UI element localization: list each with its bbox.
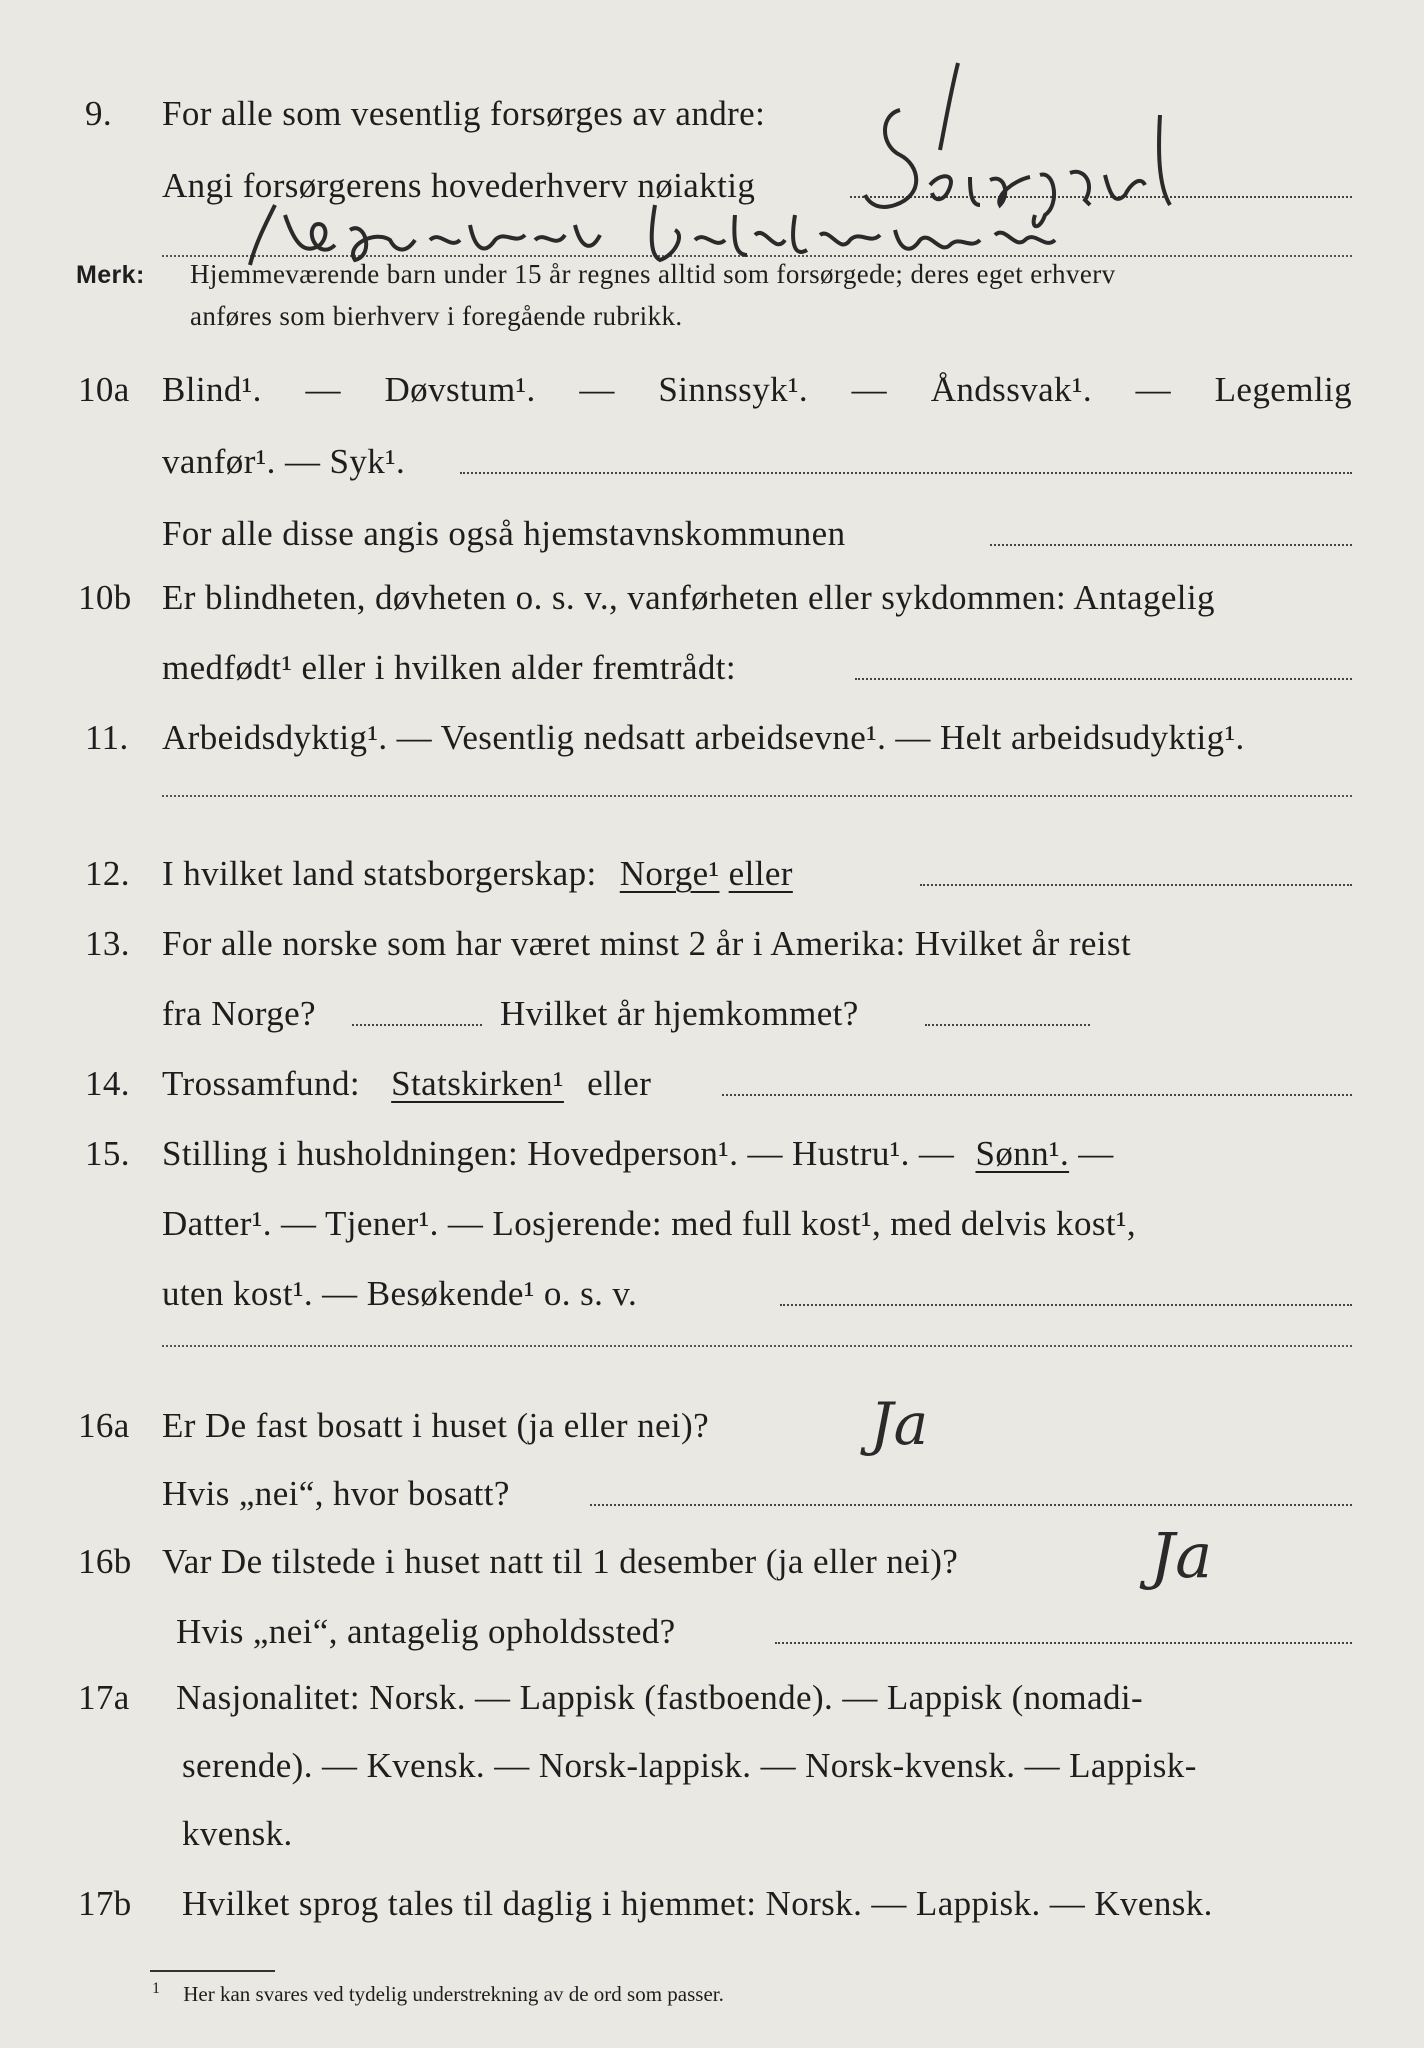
q10a-line1	[0, 352, 1424, 416]
q10a-dash-2: —	[579, 370, 615, 409]
q17a-number: 17a	[78, 1678, 130, 1717]
q10a-text-2: vanfør¹. — Syk¹.	[162, 442, 406, 481]
merk-text-2: anføres som bierhverv i foregående rubrikk.	[190, 301, 683, 331]
q10a-hjemstavn-line	[990, 544, 1352, 546]
q12-prefix: I hvilket land statsborgerskap:	[162, 854, 597, 893]
q15-line1	[0, 1116, 1424, 1180]
q17a-line2	[0, 1728, 1424, 1792]
q17b-number: 17b	[78, 1884, 132, 1923]
q12-suffix: eller	[728, 854, 793, 893]
q16a-line1	[0, 1388, 1424, 1458]
q11-text-1: Arbeidsdyktig¹. — Vesentlig nedsatt arbeidsevne¹. — Helt arbeidsudyktig¹.	[162, 718, 1245, 757]
q17a-text-2: serende). — Kvensk. — Norsk-lappisk. — Norsk-kvensk. — Lappisk-	[182, 1746, 1197, 1785]
q12-line	[0, 836, 1424, 900]
q9-line1	[0, 76, 1424, 140]
q10b-line2	[0, 630, 1424, 694]
q15-line2	[0, 1186, 1424, 1250]
q16b-text-2: Hvis „nei“, antagelig opholdssted?	[176, 1612, 676, 1651]
merk-label: Merk:	[76, 261, 145, 289]
q14-answer-line	[722, 1094, 1352, 1096]
merk-text-1: Hjemmeværende barn under 15 år regnes alltid som forsørgede; deres eget erhverv	[190, 259, 1116, 289]
q16b-number: 16b	[78, 1542, 132, 1581]
q16a-number: 16a	[78, 1406, 130, 1445]
q15-line3	[0, 1256, 1424, 1320]
q16a-line2	[0, 1456, 1424, 1520]
q10a-text-1	[162, 370, 1352, 410]
q17a-text-1: Nasjonalitet: Norsk. — Lappisk (fastboende). — Lappisk (nomadi-	[176, 1678, 1144, 1717]
q10a-line2	[0, 424, 1424, 488]
q10a-answer-line	[460, 472, 1352, 474]
q10a-dash-4: —	[1135, 370, 1172, 409]
q10a-option-legemlig: Legemlig	[1214, 370, 1352, 409]
q13-line2	[0, 976, 1424, 1040]
q15-number: 15.	[85, 1134, 130, 1173]
q13-reist-line	[352, 1024, 482, 1026]
q16a-answer-line	[590, 1504, 1352, 1506]
q10a-line3	[0, 496, 1424, 560]
q10a-dash-3: —	[851, 370, 888, 409]
q9-line2	[0, 148, 1424, 212]
q17a-line3	[0, 1796, 1424, 1860]
q10b-answer-line	[855, 678, 1352, 680]
q10b-line1	[0, 560, 1424, 624]
q10a-number: 10a	[78, 370, 130, 409]
q15-text-1a: Stilling i husholdningen: Hovedperson¹. — Hustru¹. —	[162, 1134, 955, 1173]
q16b-handwritten-answer: Ja	[1150, 1519, 1213, 1592]
q10a-option-andssvak: Åndssvak¹.	[930, 370, 1092, 409]
q13-text-1: For alle norske som har været minst 2 år i Amerika: Hvilket år reist	[162, 924, 1132, 963]
footnote	[152, 1980, 724, 2007]
q16a-text-1: Er De fast bosatt i huset (ja eller nei)?	[162, 1406, 710, 1445]
q13-number: 13.	[85, 924, 130, 963]
q17a-line1	[0, 1660, 1424, 1724]
q12-number: 12.	[85, 854, 130, 893]
q12-answer-line	[920, 884, 1352, 886]
footnote-rule	[150, 1970, 275, 1972]
q11-line1	[0, 700, 1424, 764]
q10a-dash-1: —	[305, 370, 341, 409]
q15-text-2: Datter¹. — Tjener¹. — Losjerende: med full kost¹, med delvis kost¹,	[162, 1204, 1137, 1243]
q16a-text-2: Hvis „nei“, hvor bosatt?	[162, 1474, 510, 1513]
q11-number: 11.	[85, 718, 129, 757]
q15-answer-line-2	[162, 1345, 1352, 1347]
q10b-number: 10b	[78, 578, 132, 617]
q9-text-2: Angi forsørgerens hovederhverv nøiaktig	[162, 166, 756, 205]
q10a-option-blind: Blind¹.	[162, 370, 262, 409]
q17b-text-1: Hvilket sprog tales til daglig i hjemmet: Norsk. — Lappisk. — Kvensk.	[182, 1884, 1213, 1923]
q10a-text-3: For alle disse angis også hjemstavnskommunen	[162, 514, 846, 553]
q10a-option-dovstum: Døvstum¹.	[384, 370, 536, 409]
q15-sonn: Sønn¹.	[975, 1134, 1070, 1173]
q10b-text-2: medfødt¹ eller i hvilken alder fremtrådt:	[162, 648, 737, 687]
merk-line1	[0, 252, 1424, 298]
q14-prefix: Trossamfund:	[162, 1064, 360, 1103]
q15-dash: —	[1078, 1134, 1114, 1173]
q16b-answer-line	[775, 1642, 1352, 1644]
q17b-line1	[0, 1866, 1424, 1930]
q14-suffix: eller	[587, 1064, 652, 1103]
q17a-text-3: kvensk.	[182, 1814, 293, 1853]
q16a-handwritten-answer: Ja	[870, 1390, 929, 1458]
q13-line1	[0, 906, 1424, 970]
q10b-text-1: Er blindheten, døvheten o. s. v., vanførheten eller sykdommen: Antagelig	[162, 578, 1215, 617]
q14-line	[0, 1046, 1424, 1110]
q9-answer-line	[850, 196, 1352, 198]
q14-text	[162, 1064, 651, 1104]
q9-text-1: For alle som vesentlig forsørges av andre:	[162, 94, 766, 133]
q16b-line1	[0, 1519, 1424, 1592]
q16b-text-1: Var De tilstede i huset natt til 1 desember (ja eller nei)?	[162, 1542, 959, 1581]
footnote-text: Her kan svares ved tydelig understrekning av de ord som passer.	[183, 1982, 724, 2006]
q14-statskirken: Statskirken¹	[391, 1064, 564, 1103]
q16b-line2	[0, 1594, 1424, 1658]
merk-line2	[0, 298, 1424, 340]
q15-text-3: uten kost¹. — Besøkende¹ o. s. v.	[162, 1274, 638, 1313]
footnote-mark: 1	[152, 1980, 160, 1997]
q14-number: 14.	[85, 1064, 130, 1103]
q15-answer-line	[780, 1304, 1352, 1306]
q13-text-2b: Hvilket år hjemkommet?	[500, 994, 859, 1033]
q15-text-1	[162, 1134, 1114, 1174]
q9-number: 9.	[85, 94, 113, 133]
q11-answer-line	[162, 795, 1352, 797]
q13-text-2a: fra Norge?	[162, 994, 316, 1033]
q10a-option-sinnssyk: Sinnssyk¹.	[658, 370, 809, 409]
q12-text	[162, 854, 793, 894]
q13-hjemkommet-line	[925, 1024, 1090, 1026]
q12-norge: Norge¹	[619, 854, 720, 893]
